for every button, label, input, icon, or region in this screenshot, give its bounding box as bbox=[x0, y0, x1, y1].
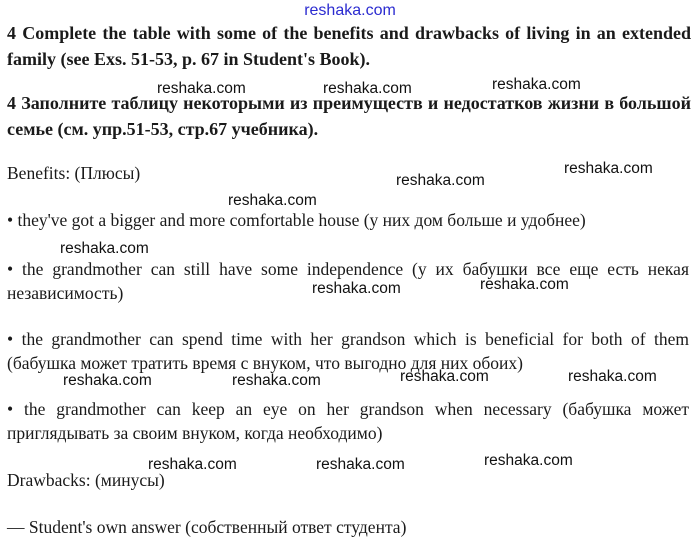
benefit-item: • the grandmother can still have some independence (у их бабушки все еще есть некая независимость) bbox=[7, 259, 689, 303]
watermark: reshaka.com bbox=[480, 276, 569, 293]
watermark: reshaka.com bbox=[148, 456, 237, 473]
watermark: reshaka.com bbox=[396, 172, 485, 189]
watermark: reshaka.com bbox=[232, 372, 321, 389]
watermark: reshaka.com bbox=[492, 76, 581, 93]
watermark: reshaka.com bbox=[564, 160, 653, 177]
watermark: reshaka.com bbox=[63, 372, 152, 389]
watermark: reshaka.com bbox=[312, 280, 401, 297]
watermark: reshaka.com bbox=[568, 368, 657, 385]
drawbacks-heading: Drawbacks: (минусы) bbox=[7, 470, 165, 490]
benefit-item: • the grandmother can keep an eye on her grandson when necessary (бабушка может приглядывать за своим внуком, когда необходимо) bbox=[7, 399, 689, 443]
watermark: reshaka.com bbox=[157, 80, 246, 97]
benefit-item: • the grandmother can spend time with her grandson which is beneficial for both of them (бабушка может тратить время с внуком, что выгодно для них обоих) bbox=[7, 329, 689, 373]
drawbacks-answer: — Student's own answer (собственный ответ студента) bbox=[7, 517, 407, 537]
benefits-heading: Benefits: (Плюсы) bbox=[7, 163, 141, 183]
site-header-link[interactable]: reshaka.com bbox=[304, 2, 396, 19]
watermark: reshaka.com bbox=[228, 192, 317, 209]
watermark: reshaka.com bbox=[60, 240, 149, 257]
watermark: reshaka.com bbox=[316, 456, 405, 473]
watermark: reshaka.com bbox=[400, 368, 489, 385]
task-instruction-english: 4 Complete the table with some of the benefits and drawbacks of living in an extended family (see Exs. 51-53, p. 67 in Student's Book). bbox=[7, 23, 691, 69]
watermark: reshaka.com bbox=[323, 80, 412, 97]
benefit-item: • they've got a bigger and more comfortable house (у них дом больше и удобнее) bbox=[7, 210, 586, 230]
task-instruction-russian: 4 Заполните таблицу некоторыми из преимуществ и недостатков жизни в большой семье (см. упр.51-53, стр.67 учебника). bbox=[7, 93, 691, 139]
watermark: reshaka.com bbox=[484, 452, 573, 469]
